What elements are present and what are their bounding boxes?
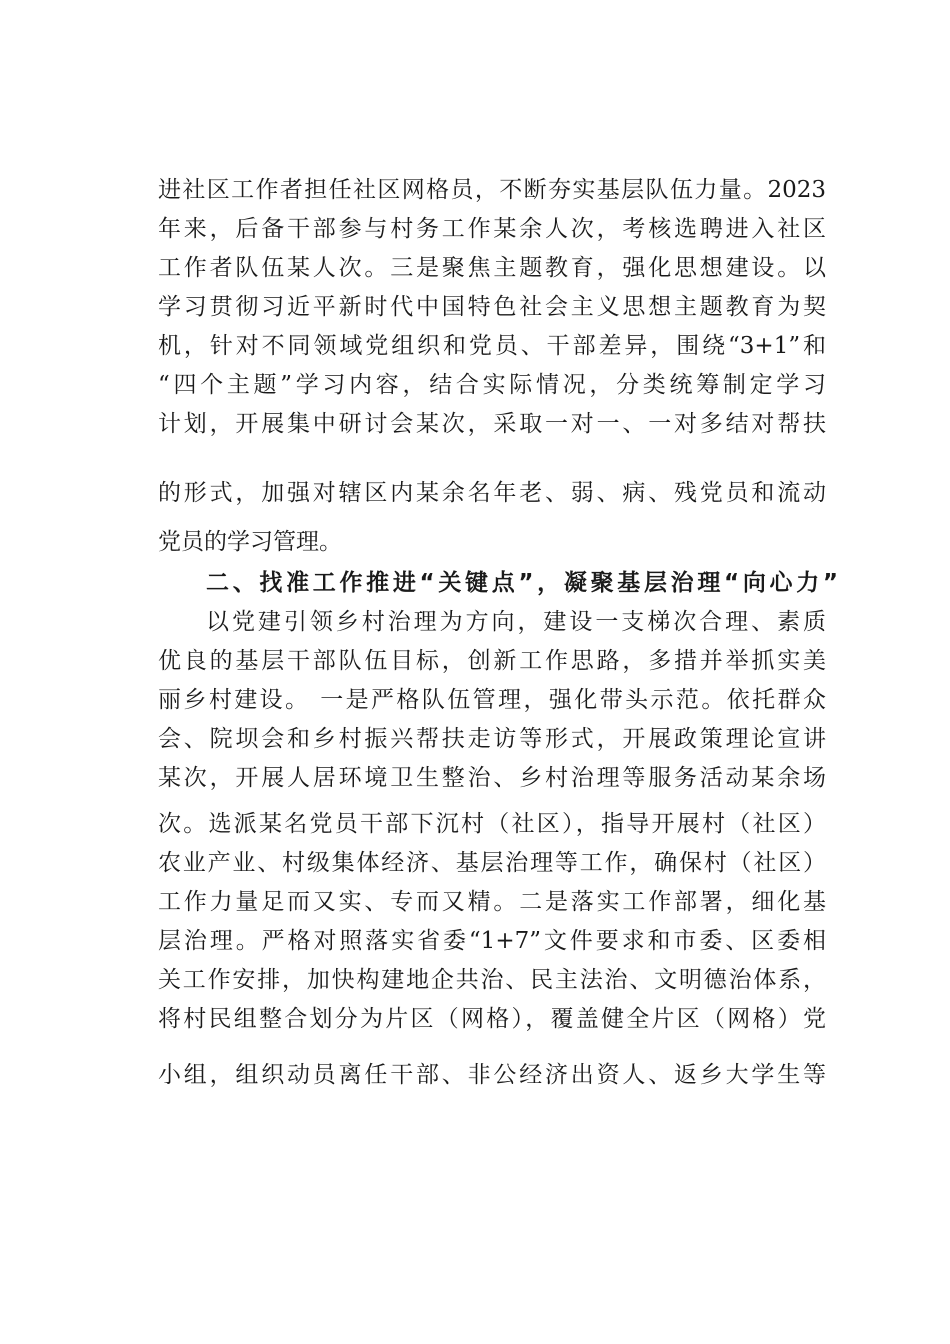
paragraph-1-line-4: 学习贯彻习近平新时代中国特色社会主义思想主题教育为契 <box>158 294 826 320</box>
paragraph-2-line-9: 层治理。严格对照落实省委“1+7”文件要求和市委、区委相 <box>158 928 826 954</box>
paragraph-1-line-5: 机，针对不同领域党组织和党员、干部差异，围绕“3+1”和 <box>158 333 826 359</box>
paragraph-2-line-11: 将村民组整合划分为片区（网格），覆盖健全片区（网格）党 <box>158 1006 826 1032</box>
paragraph-1-line-9: 党员的学习管理。 <box>158 529 342 555</box>
paragraph-1-line-6: “四个主题”学习内容，结合实际情况，分类统筹制定学习 <box>158 372 826 398</box>
paragraph-2-line-5: 某次，开展人居环境卫生整治、乡村治理等服务活动某余场 <box>158 765 826 791</box>
paragraph-2-line-12: 小组，组织动员离任干部、非公经济出资人、返乡大学生等 <box>158 1062 826 1088</box>
paragraph-2-line-1: 以党建引领乡村治理为方向，建设一支梯次合理、素质 <box>206 609 826 635</box>
paragraph-1-line-7: 计划，开展集中研讨会某次，采取一对一、一对多结对帮扶 <box>158 411 826 437</box>
paragraph-1-line-1: 进社区工作者担任社区网格员，不断夯实基层队伍力量。2023 <box>158 177 826 203</box>
paragraph-2-line-3: 丽乡村建设。 一是严格队伍管理，强化带头示范。依托群众 <box>158 687 826 713</box>
paragraph-2-line-8: 工作力量足而又实、专而又精。二是落实工作部署，细化基 <box>158 889 826 915</box>
paragraph-2-line-7: 农业产业、村级集体经济、基层治理等工作，确保村（社区） <box>158 850 826 876</box>
paragraph-2-line-2: 优良的基层干部队伍目标，创新工作思路，多措并举抓实美 <box>158 648 826 674</box>
paragraph-2-line-4: 会、院坝会和乡村振兴帮扶走访等形式，开展政策理论宣讲 <box>158 726 826 752</box>
paragraph-1-line-8: 的形式，加强对辖区内某余名年老、弱、病、残党员和流动 <box>158 480 826 506</box>
section-heading: 二、找准工作推进“关键点”，凝聚基层治理“向心力” <box>206 570 838 596</box>
paragraph-2-line-10: 关工作安排，加快构建地企共治、民主法治、文明德治体系， <box>158 967 826 993</box>
paragraph-1-line-2: 年来，后备干部参与村务工作某余人次，考核选聘进入社区 <box>158 216 826 242</box>
paragraph-2-line-6: 次。选派某名党员干部下沉村（社区），指导开展村（社区） <box>158 811 826 837</box>
paragraph-1-line-3: 工作者队伍某人次。三是聚焦主题教育，强化思想建设。以 <box>158 255 826 281</box>
